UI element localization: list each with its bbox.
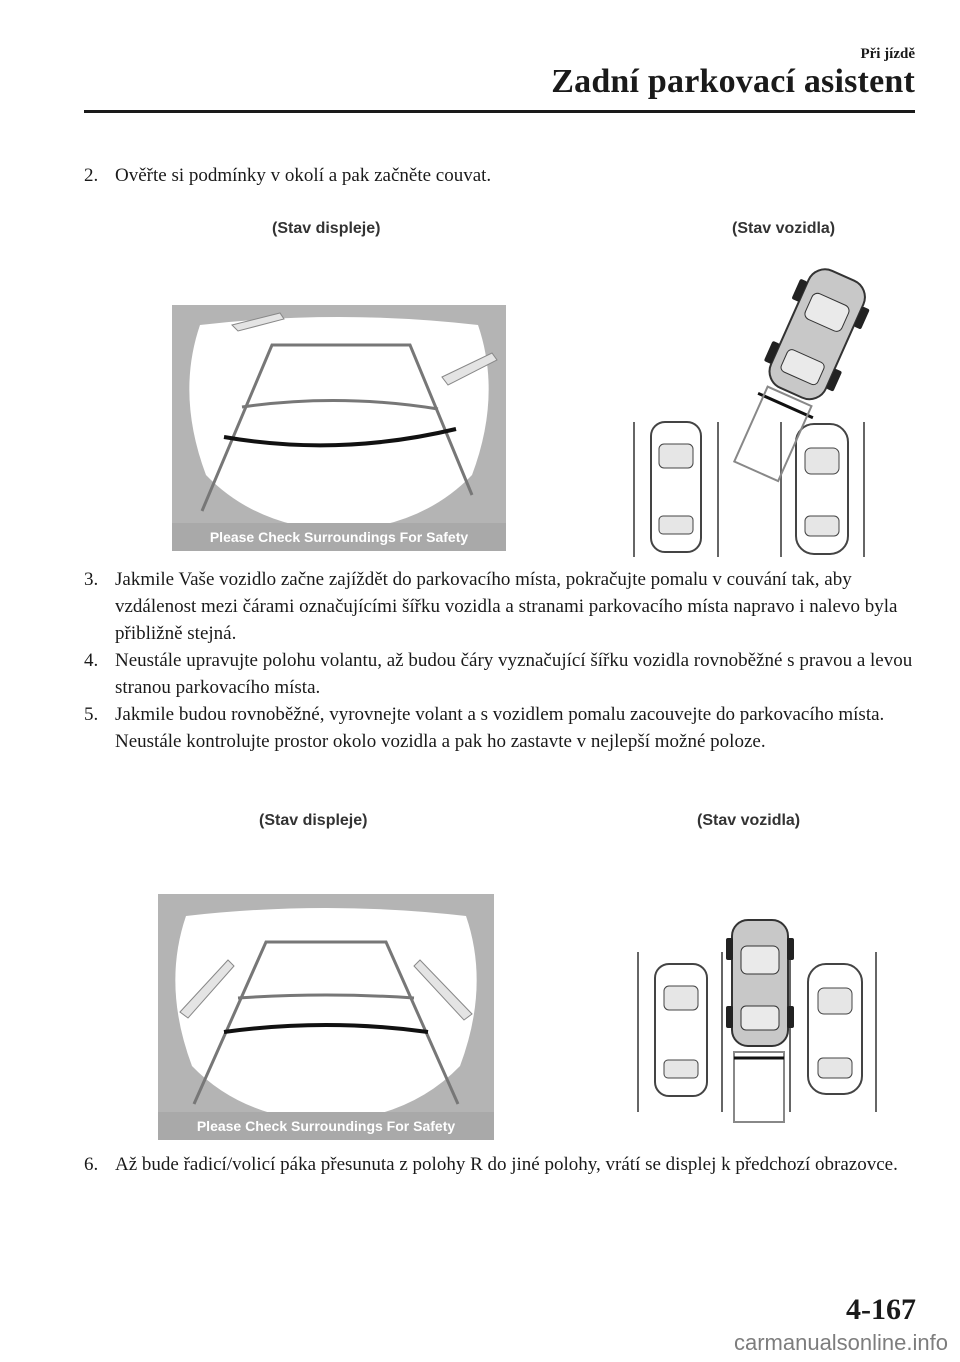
screen-caption: Please Check Surroundings For Safety xyxy=(158,1112,494,1140)
step-number: 2. xyxy=(84,165,99,186)
step-number: 6. xyxy=(84,1154,99,1175)
step-4 xyxy=(84,647,924,701)
title-rule xyxy=(84,110,915,113)
rear-camera-view xyxy=(172,305,506,551)
step-text: Jakmile Vaše vozidlo začne zajíždět do parkovacího místa, pokračujte pomalu v couvání tak, aby vzdálenost mezi čárami označujícími šířku vozidla a stranami parkovacího místa napravo i nalevo byla přibližně stejná. xyxy=(115,569,898,644)
vehicle-state-diagram xyxy=(626,262,886,562)
vehicle-state-label: (Stav vozidla) xyxy=(697,812,801,829)
step-5 xyxy=(84,701,924,755)
section-label: Při jízdě xyxy=(860,46,915,62)
watermark[interactable]: carmanualsonline.info xyxy=(733,1330,948,1355)
parked-car-right xyxy=(796,424,848,554)
step-number: 5. xyxy=(84,704,99,725)
camera-display-screen xyxy=(172,305,506,551)
step-2 xyxy=(84,162,924,189)
parked-car-left xyxy=(651,422,701,552)
camera-display-screen xyxy=(158,894,494,1140)
rear-camera-view xyxy=(158,894,494,1140)
vehicle-state-diagram xyxy=(630,912,890,1124)
step-number: 3. xyxy=(84,569,99,590)
step-text: Až bude řadicí/volicí páka přesunuta z polohy R do jiné polohy, vrátí se displej k předchozí obrazovce. xyxy=(115,1154,898,1175)
display-state-label: (Stav displeje) xyxy=(259,812,368,829)
vehicle-state-label: (Stav vozidla) xyxy=(732,220,836,237)
chapter-title: Zadní parkovací asistent xyxy=(551,63,915,100)
step-text: Neustále upravujte polohu volantu, až budou čáry vyznačující šířku vozidla rovnoběžné s pravou a levou stranou parkovacího místa. xyxy=(115,650,913,698)
parked-car-left xyxy=(655,964,707,1096)
step-number: 4. xyxy=(84,650,99,671)
page-number: 4-167 xyxy=(846,1293,916,1326)
reversing-car xyxy=(726,920,794,1058)
screen-caption: Please Check Surroundings For Safety xyxy=(172,523,506,551)
step-3 xyxy=(84,566,924,647)
display-state-label: (Stav displeje) xyxy=(272,220,381,237)
step-text: Jakmile budou rovnoběžné, vyrovnejte volant a s vozidlem pomalu zacouvejte do parkovacího místa. Neustále kontrolujte prostor okolo vozidla a pak ho zastavte v nejlepší možné poloze. xyxy=(115,704,885,752)
step-text: Ověřte si podmínky v okolí a pak začněte couvat. xyxy=(115,165,492,186)
parked-car-right xyxy=(808,964,862,1094)
step-6 xyxy=(84,1151,924,1178)
